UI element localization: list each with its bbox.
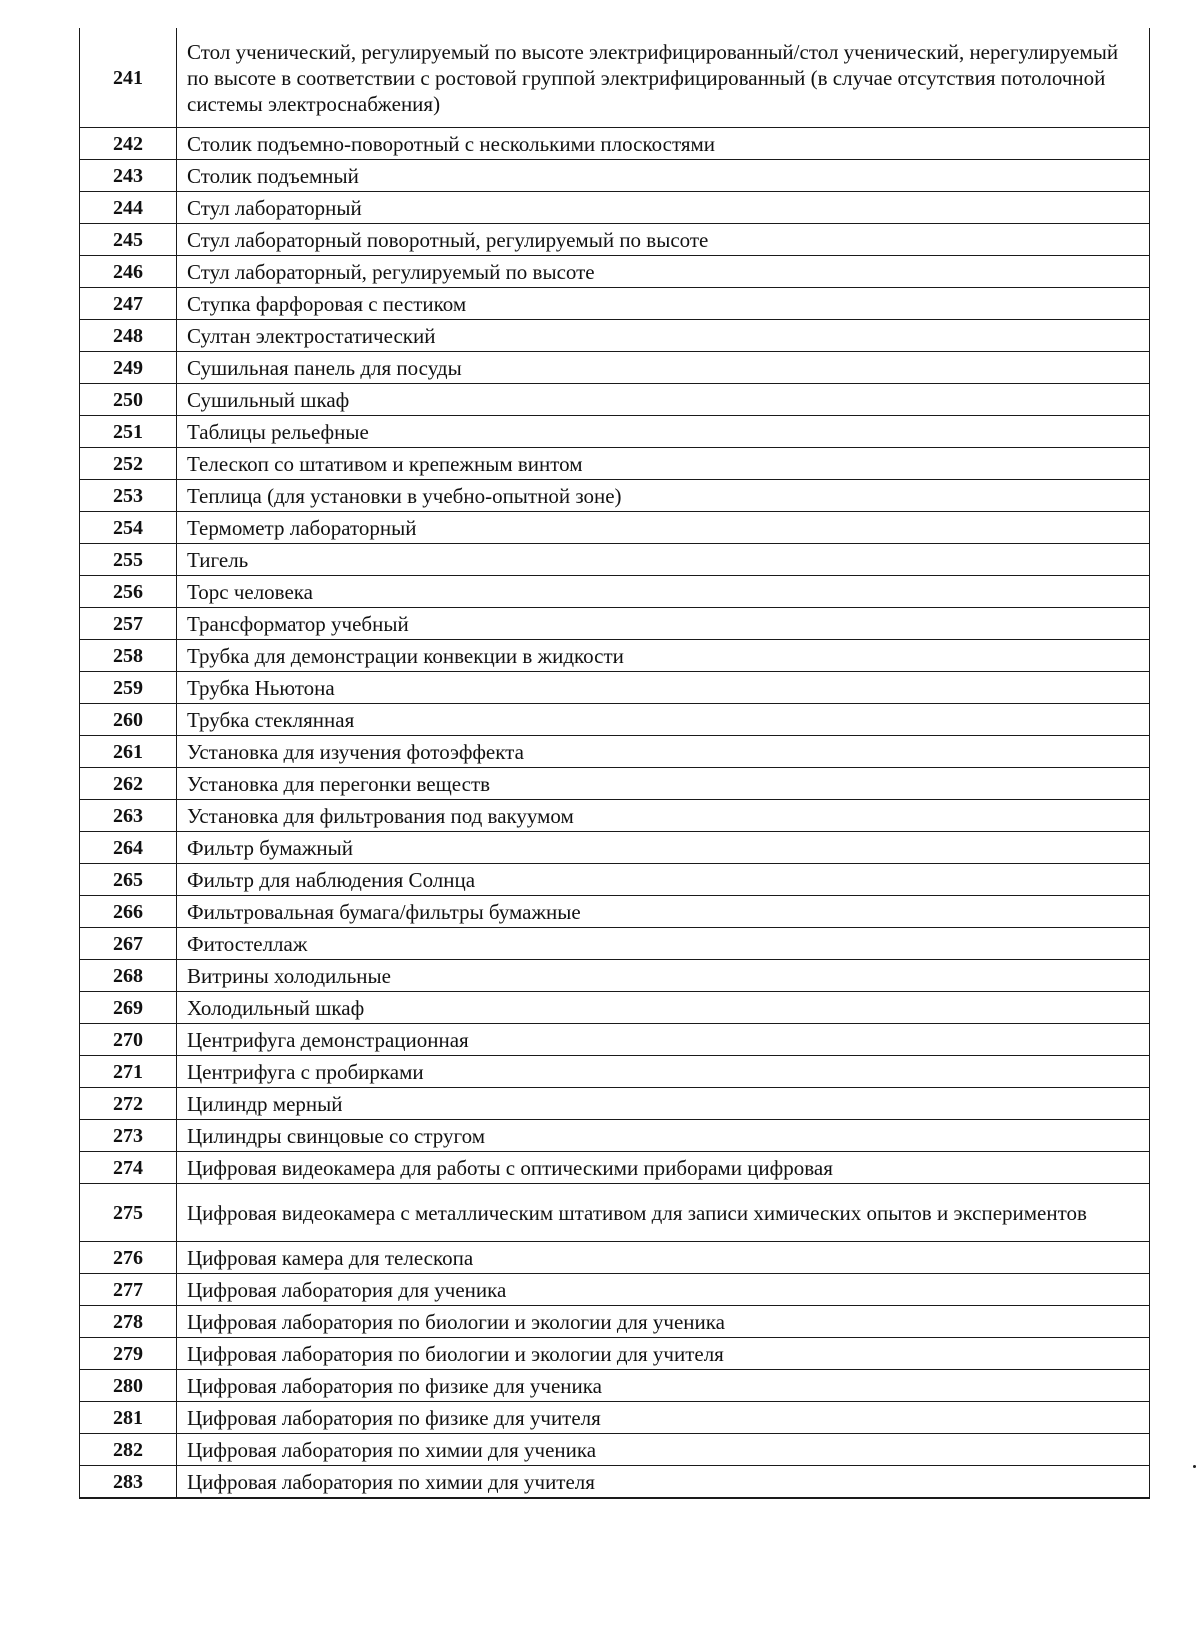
row-name: Торс человека — [177, 576, 1150, 608]
row-number: 245 — [80, 224, 177, 256]
table-row — [80, 576, 1150, 608]
equipment-table — [79, 28, 1150, 1499]
row-name: Фитостеллаж — [177, 928, 1150, 960]
row-name: Фильтр для наблюдения Солнца — [177, 864, 1150, 896]
row-name: Холодильный шкаф — [177, 992, 1150, 1024]
row-name: Трубка для демонстрации конвекции в жидкости — [177, 640, 1150, 672]
table-row — [80, 1306, 1150, 1338]
row-number: 267 — [80, 928, 177, 960]
row-number: 274 — [80, 1152, 177, 1184]
table-row — [80, 1056, 1150, 1088]
table-row — [80, 1120, 1150, 1152]
table-row — [80, 480, 1150, 512]
row-name: Теплица (для установки в учебно-опытной зоне) — [177, 480, 1150, 512]
row-number: 272 — [80, 1088, 177, 1120]
row-name: Стул лабораторный поворотный, регулируемый по высоте — [177, 224, 1150, 256]
row-name: Сушильная панель для посуды — [177, 352, 1150, 384]
row-number: 268 — [80, 960, 177, 992]
row-name: Стол ученический, регулируемый по высоте электрифицированный/стол ученический, нерегулируемый по высоте в соответствии с ростовой группой электрифицированный (в случае отсутствия потолочной системы электроснабжения) — [177, 28, 1150, 128]
row-name: Цифровая лаборатория для ученика — [177, 1274, 1150, 1306]
equipment-table-body — [80, 28, 1150, 1498]
row-name: Центрифуга с пробирками — [177, 1056, 1150, 1088]
row-name: Султан электростатический — [177, 320, 1150, 352]
row-name: Фильтровальная бумага/фильтры бумажные — [177, 896, 1150, 928]
row-number: 270 — [80, 1024, 177, 1056]
row-number: 271 — [80, 1056, 177, 1088]
row-number: 243 — [80, 160, 177, 192]
row-number: 269 — [80, 992, 177, 1024]
row-name: Термометр лабораторный — [177, 512, 1150, 544]
table-row — [80, 1370, 1150, 1402]
table-row — [80, 416, 1150, 448]
row-name: Центрифуга демонстрационная — [177, 1024, 1150, 1056]
table-row — [80, 1402, 1150, 1434]
row-name: Цифровая видеокамера для работы с оптическими приборами цифровая — [177, 1152, 1150, 1184]
row-number: 280 — [80, 1370, 177, 1402]
table-row — [80, 1338, 1150, 1370]
table-row — [80, 28, 1150, 128]
row-number: 273 — [80, 1120, 177, 1152]
row-name: Трансформатор учебный — [177, 608, 1150, 640]
table-row — [80, 864, 1150, 896]
row-number: 241 — [80, 28, 177, 128]
row-number: 258 — [80, 640, 177, 672]
table-row — [80, 1434, 1150, 1466]
row-number: 242 — [80, 128, 177, 160]
row-number: 265 — [80, 864, 177, 896]
row-number: 277 — [80, 1274, 177, 1306]
row-number: 246 — [80, 256, 177, 288]
table-row — [80, 192, 1150, 224]
table-row — [80, 160, 1150, 192]
row-number: 282 — [80, 1434, 177, 1466]
row-number: 251 — [80, 416, 177, 448]
row-name: Цифровая лаборатория по химии для ученика — [177, 1434, 1150, 1466]
row-name: Трубка Ньютона — [177, 672, 1150, 704]
row-name: Цифровая видеокамера с металлическим штативом для записи химических опытов и экспериментов — [177, 1184, 1150, 1242]
row-name: Столик подъемный — [177, 160, 1150, 192]
row-name: Цифровая камера для телескопа — [177, 1242, 1150, 1274]
row-number: 253 — [80, 480, 177, 512]
table-row — [80, 896, 1150, 928]
table-row — [80, 1152, 1150, 1184]
table-row — [80, 672, 1150, 704]
table-row — [80, 928, 1150, 960]
row-number: 260 — [80, 704, 177, 736]
row-name: Фильтр бумажный — [177, 832, 1150, 864]
table-row — [80, 352, 1150, 384]
table-row — [80, 704, 1150, 736]
row-name: Стул лабораторный, регулируемый по высоте — [177, 256, 1150, 288]
table-row — [80, 1024, 1150, 1056]
row-name: Установка для перегонки веществ — [177, 768, 1150, 800]
row-name: Сушильный шкаф — [177, 384, 1150, 416]
table-row — [80, 800, 1150, 832]
scan-dot-mark — [1193, 1465, 1196, 1468]
row-number: 250 — [80, 384, 177, 416]
table-row — [80, 736, 1150, 768]
table-row — [80, 608, 1150, 640]
row-number: 248 — [80, 320, 177, 352]
table-row — [80, 1242, 1150, 1274]
table-row — [80, 1466, 1150, 1499]
table-row — [80, 256, 1150, 288]
row-number: 249 — [80, 352, 177, 384]
table-row — [80, 512, 1150, 544]
row-name: Цифровая лаборатория по физике для учителя — [177, 1402, 1150, 1434]
row-name: Цифровая лаборатория по биологии и экологии для ученика — [177, 1306, 1150, 1338]
row-number: 256 — [80, 576, 177, 608]
row-number: 255 — [80, 544, 177, 576]
row-name: Цифровая лаборатория по химии для учителя — [177, 1466, 1150, 1499]
row-number: 247 — [80, 288, 177, 320]
table-row — [80, 448, 1150, 480]
table-row — [80, 640, 1150, 672]
row-name: Стул лабораторный — [177, 192, 1150, 224]
row-number: 283 — [80, 1466, 177, 1499]
row-number: 276 — [80, 1242, 177, 1274]
row-name: Цилиндр мерный — [177, 1088, 1150, 1120]
row-name: Трубка стеклянная — [177, 704, 1150, 736]
row-number: 257 — [80, 608, 177, 640]
row-number: 278 — [80, 1306, 177, 1338]
row-number: 279 — [80, 1338, 177, 1370]
row-name: Столик подъемно-поворотный с несколькими плоскостями — [177, 128, 1150, 160]
table-row — [80, 832, 1150, 864]
row-name: Тигель — [177, 544, 1150, 576]
row-number: 281 — [80, 1402, 177, 1434]
table-row — [80, 384, 1150, 416]
row-name: Цилиндры свинцовые со стругом — [177, 1120, 1150, 1152]
table-row — [80, 544, 1150, 576]
row-name: Витрины холодильные — [177, 960, 1150, 992]
table-row — [80, 224, 1150, 256]
table-row — [80, 128, 1150, 160]
row-number: 262 — [80, 768, 177, 800]
row-number: 261 — [80, 736, 177, 768]
row-number: 264 — [80, 832, 177, 864]
row-name: Таблицы рельефные — [177, 416, 1150, 448]
row-name: Цифровая лаборатория по биологии и экологии для учителя — [177, 1338, 1150, 1370]
table-row — [80, 1088, 1150, 1120]
table-row — [80, 960, 1150, 992]
row-name: Установка для изучения фотоэффекта — [177, 736, 1150, 768]
row-number: 266 — [80, 896, 177, 928]
table-row — [80, 768, 1150, 800]
row-name: Телескоп со штативом и крепежным винтом — [177, 448, 1150, 480]
row-name: Ступка фарфоровая с пестиком — [177, 288, 1150, 320]
row-number: 275 — [80, 1184, 177, 1242]
table-row — [80, 992, 1150, 1024]
row-number: 254 — [80, 512, 177, 544]
table-row — [80, 1274, 1150, 1306]
row-number: 259 — [80, 672, 177, 704]
row-number: 252 — [80, 448, 177, 480]
table-row — [80, 288, 1150, 320]
table-row — [80, 320, 1150, 352]
row-name: Цифровая лаборатория по физике для ученика — [177, 1370, 1150, 1402]
row-number: 244 — [80, 192, 177, 224]
row-name: Установка для фильтрования под вакуумом — [177, 800, 1150, 832]
row-number: 263 — [80, 800, 177, 832]
table-row — [80, 1184, 1150, 1242]
